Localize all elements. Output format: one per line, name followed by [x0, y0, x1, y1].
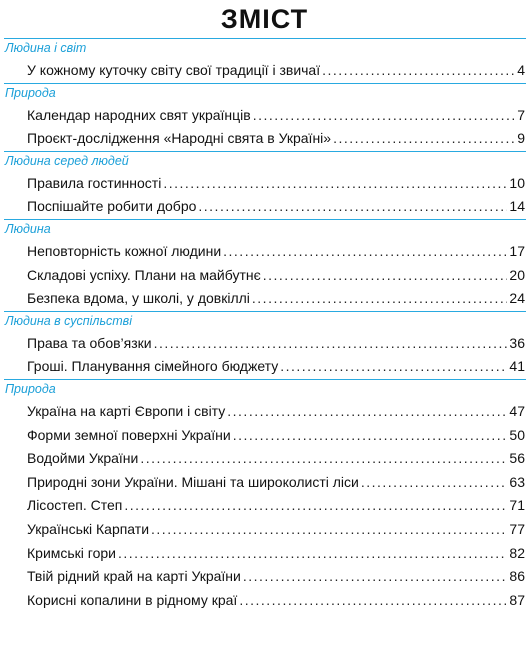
dot-leader [263, 264, 508, 288]
toc-entry[interactable] [27, 471, 525, 495]
toc-entry-label: Лісостеп. Степ [27, 497, 123, 514]
toc-entry-page: 71 [509, 497, 525, 514]
dot-leader [253, 104, 516, 128]
toc-entry-label: Природні зони України. Мішані та широколисті ліси [27, 473, 359, 490]
section-header-label: Людина в суспільстві [5, 313, 132, 328]
toc-entry[interactable] [27, 355, 525, 379]
toc-entry[interactable] [27, 424, 525, 448]
toc-entry-label: Твій рідний край на карті України [27, 568, 241, 585]
dot-leader [243, 565, 508, 589]
toc-entry[interactable] [27, 589, 525, 613]
toc-entry[interactable] [27, 195, 525, 219]
toc-entry-page: 47 [509, 402, 525, 419]
toc-entry[interactable] [27, 172, 525, 196]
toc-entry[interactable] [27, 565, 525, 589]
toc-entry-label: Права та обов’язки [27, 334, 152, 351]
toc-entry-label: Календар народних свят українців [27, 106, 251, 123]
dot-leader [322, 59, 515, 83]
toc-entry[interactable] [27, 287, 525, 311]
page-title: ЗМІСТ [220, 4, 309, 34]
section-header [4, 379, 526, 400]
dot-leader [280, 355, 507, 379]
section-header [4, 311, 526, 332]
toc-entry[interactable] [27, 104, 525, 128]
section-header-label: Природа [5, 381, 56, 396]
toc-entry-page: 41 [509, 358, 525, 375]
section-header [4, 151, 526, 172]
section-header [4, 83, 526, 104]
toc-entry-label: Гроші. Планування сімейного бюджету [27, 358, 279, 375]
toc-entry-label: Безпека вдома, у школі, у довкіллі [27, 290, 250, 307]
toc-entry[interactable] [27, 494, 525, 518]
toc-entry-label: Правила гостинності [27, 174, 162, 191]
section-header-label: Людина [5, 221, 51, 236]
dot-leader [198, 195, 507, 219]
toc-entry-label: Форми земної поверхні України [27, 426, 231, 443]
toc-entry-page: 50 [509, 426, 525, 443]
dot-leader [233, 424, 508, 448]
toc-entry-label: Складові успіху. Плани на майбутнє [27, 266, 261, 283]
toc-entry-label: Кримські гори [27, 544, 116, 561]
toc-entry-page: 20 [509, 266, 525, 283]
toc-entry[interactable] [27, 332, 525, 356]
toc-entry-page: 10 [509, 174, 525, 191]
section-header-label: Людина і світ [5, 41, 87, 55]
toc-entry-label: У кожному куточку світу свої традиції і звичаї [27, 62, 321, 78]
toc-entry-label: Неповторність кожної людини [27, 242, 222, 259]
toc-entry-page: 24 [509, 290, 525, 307]
dot-leader [118, 542, 507, 566]
toc-entry-page: 36 [509, 334, 525, 351]
toc-entry-page: 9 [517, 130, 525, 147]
toc-entry[interactable] [27, 447, 525, 471]
toc-entry-label: Корисні копалини в рідному краї [27, 591, 238, 608]
dot-leader [151, 518, 507, 542]
toc-entry[interactable] [27, 59, 525, 83]
section-header-label: Природа [5, 85, 56, 100]
dot-leader [154, 332, 508, 356]
toc-entry-page: 7 [517, 106, 525, 123]
toc-entry-page: 87 [509, 591, 525, 608]
toc-entry[interactable] [27, 127, 525, 151]
section-header [4, 38, 526, 59]
dot-leader [223, 240, 507, 264]
toc-entry[interactable] [27, 518, 525, 542]
toc-entry-label: Водойми України [27, 450, 139, 467]
toc-entry-label: Українські Карпати [27, 520, 150, 537]
toc-entry-page: 77 [509, 520, 525, 537]
toc-entry[interactable] [27, 240, 525, 264]
table-of-contents [0, 38, 529, 612]
dot-leader [239, 589, 507, 613]
toc-entry[interactable] [27, 400, 525, 424]
toc-entry-page: 63 [509, 473, 525, 490]
dot-leader [361, 471, 508, 495]
toc-entry-label: Проєкт-дослідження «Народні свята в Україні» [27, 130, 332, 147]
dot-leader [124, 494, 507, 518]
section-header [4, 219, 526, 240]
toc-entry-page: 86 [509, 568, 525, 585]
section-header-label: Людина серед людей [5, 153, 129, 168]
toc-entry-page: 4 [517, 62, 525, 78]
toc-entry-label: Україна на карті Європи і світу [27, 402, 226, 419]
dot-leader [252, 287, 508, 311]
dot-leader [163, 172, 507, 196]
dot-leader [140, 447, 507, 471]
toc-entry[interactable] [27, 264, 525, 288]
dot-leader [333, 127, 515, 151]
toc-entry-label: Поспішайте робити добро [27, 198, 197, 215]
toc-entry-page: 14 [509, 198, 525, 215]
toc-entry[interactable] [27, 542, 525, 566]
toc-entry-page: 82 [509, 544, 525, 561]
dot-leader [227, 400, 507, 424]
toc-entry-page: 56 [509, 450, 525, 467]
toc-entry-page: 17 [509, 242, 525, 259]
